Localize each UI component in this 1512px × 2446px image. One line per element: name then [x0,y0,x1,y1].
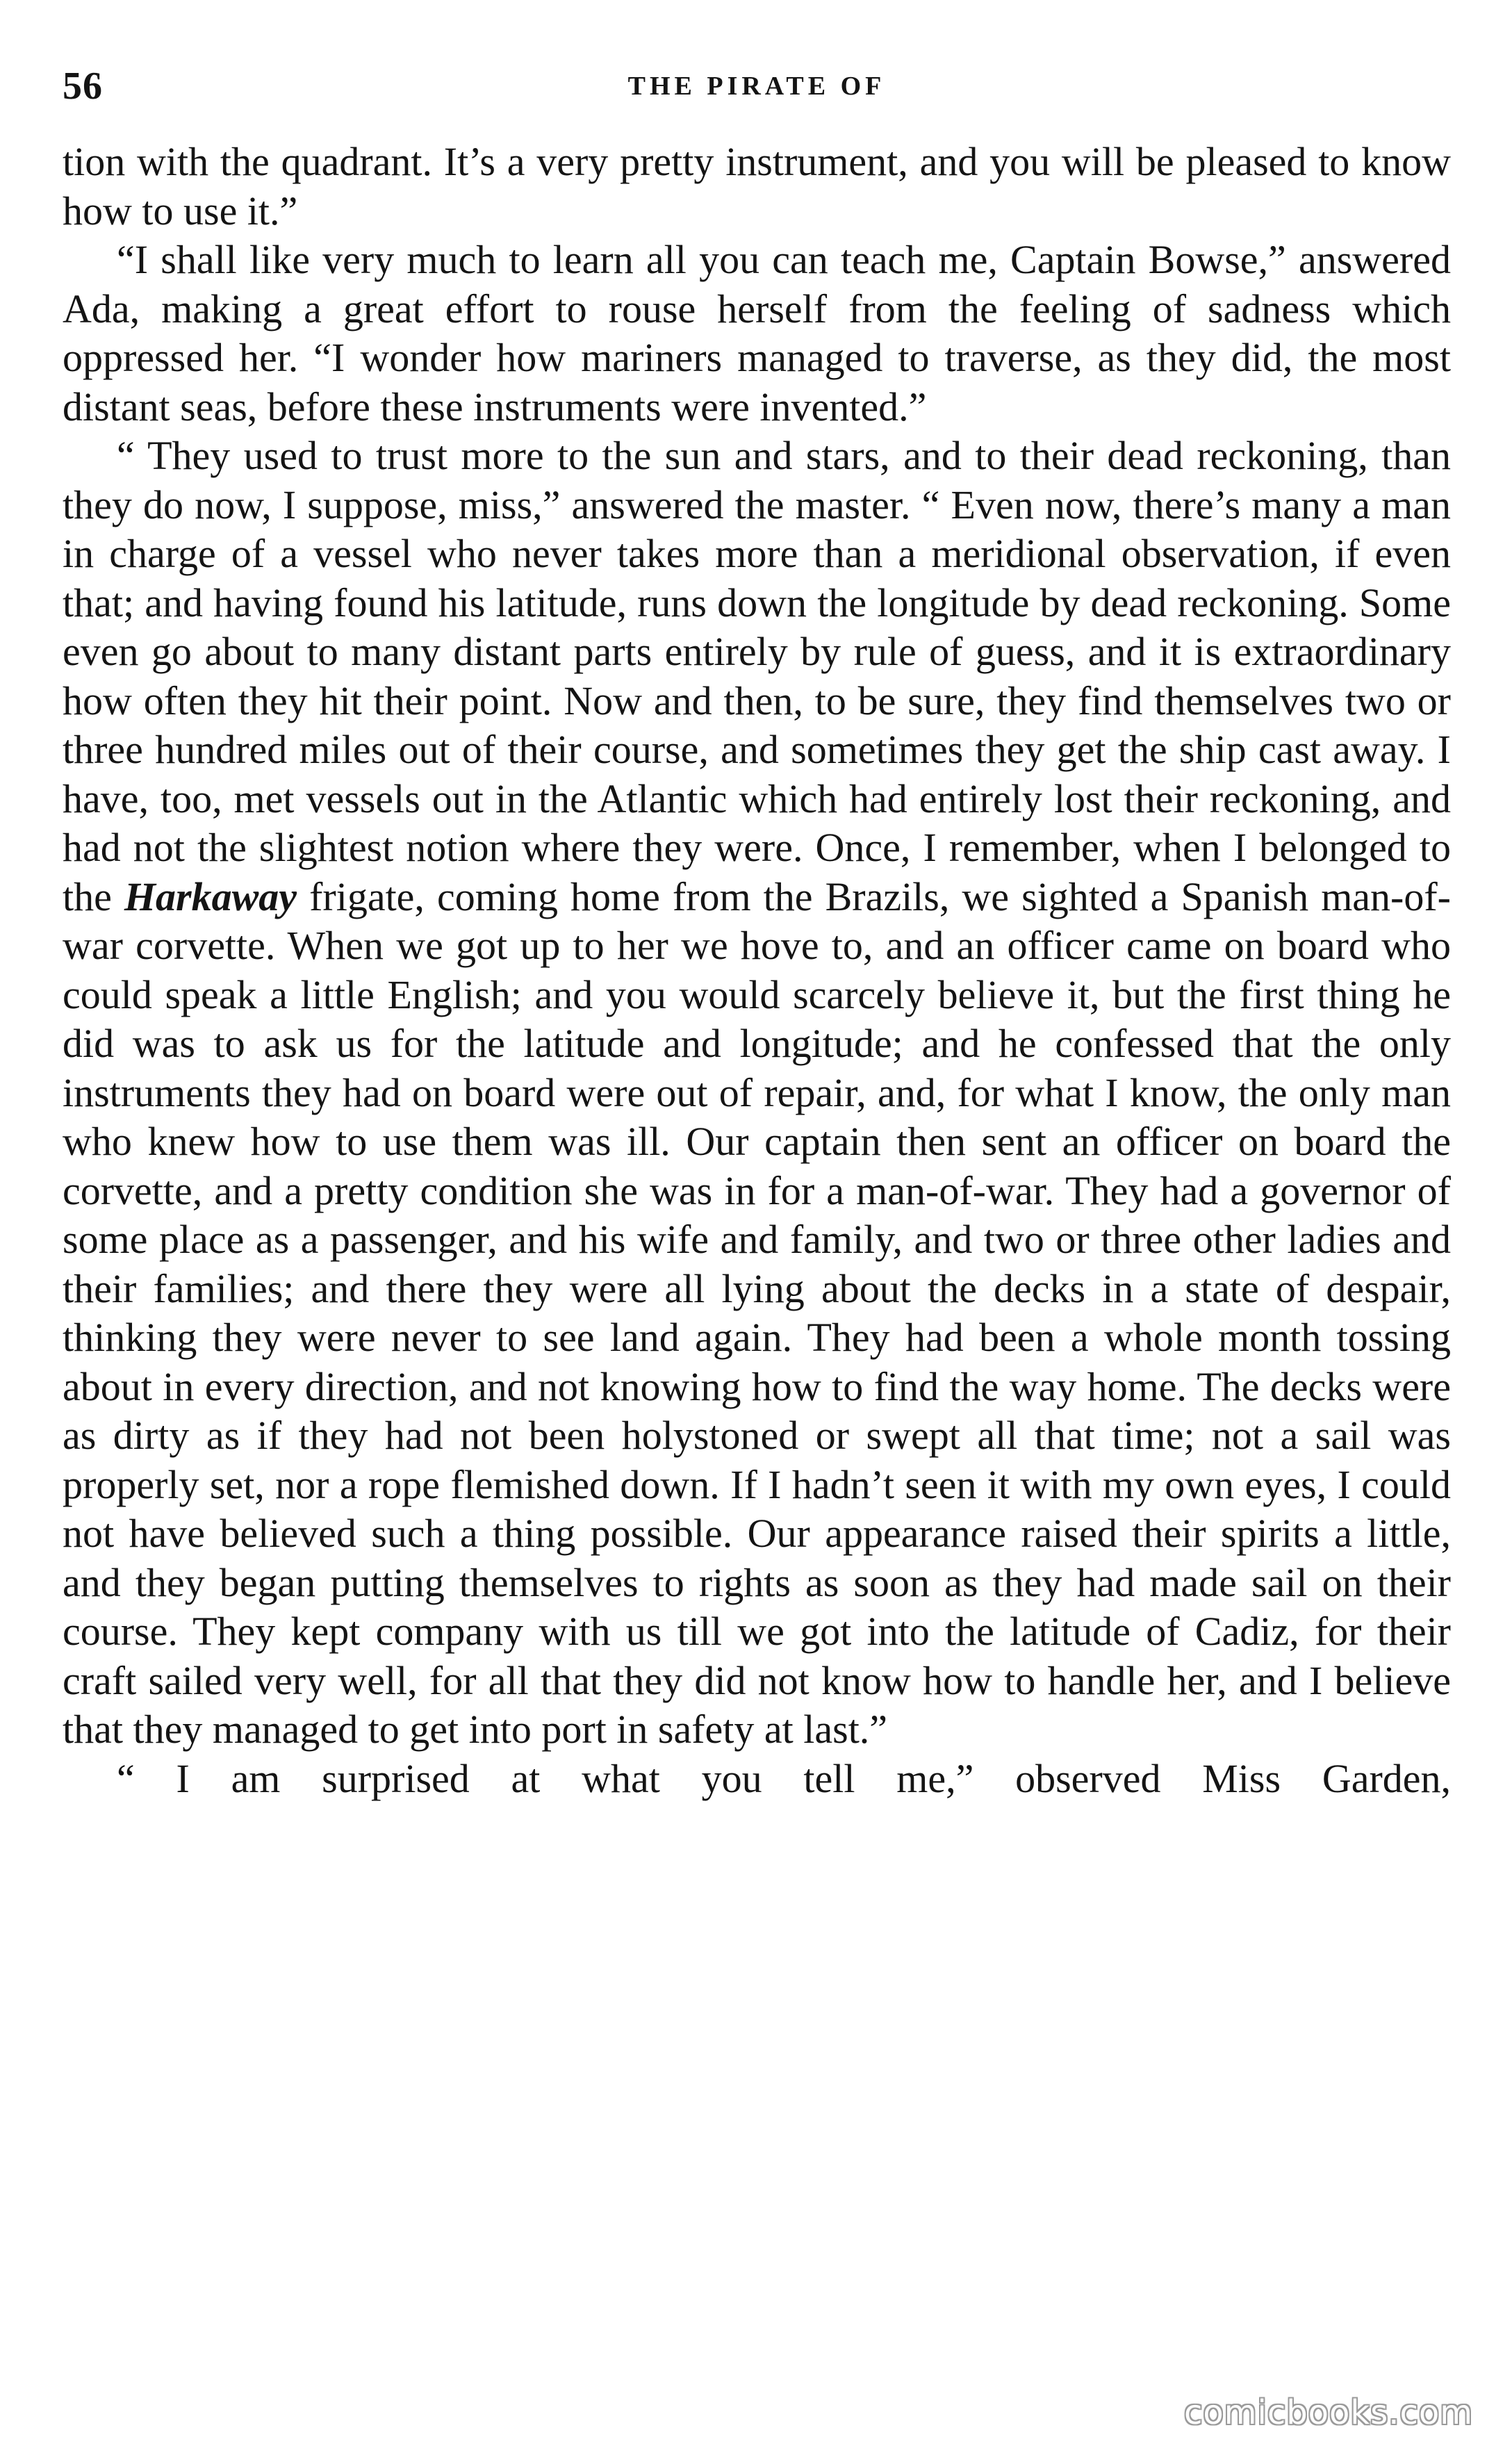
book-page [63,64,1451,2413]
paragraph-4: “ I am surprised at what you tell me,” observed Miss Garden, [117,1755,1451,1801]
paragraph-1: tion with the quadrant. It’s a very pretty instrument, and you will be pleased to know how to use it.” [63,139,1451,233]
paragraph-3 [63,432,1451,1755]
paragraph-2: “I shall like very much to learn all you can teach me, Captain Bowse,” answered Ada, making a great effort to rouse herself from the feeling of sadness which oppressed her. “I wonder how mariners managed to traverse, as they did, the most distant seas, before these instruments were invented.” [63,237,1451,429]
page-number: 56 [63,65,103,108]
page-header [63,64,1451,140]
watermark: comicbooks.com [1183,2393,1473,2432]
running-head: THE PIRATE OF [627,72,886,101]
paragraph-3-after: frigate, coming home from the Brazils, we sighted a Spanish man-of-war corvette. When we got up to her we hove to, and an officer came on board who could speak a little English; and you would scarcely believe it, but the first thing he did was to ask us for the latitude and longitude; and he confessed that the only instruments they had on board were out of repair, and, for what I know, the only man who knew how to use them was ill. Our captain then sent an officer on board the corvette, and a pretty condition she was in for a man-of-war. They had a governor of some place as a passenger, and his wife and family, and two or three other ladies and their families; and there they were all lying about the decks in a state of despair, thinking they were never to see land again. They had been a whole month tossing about in every direction, and not knowing how to find the way home. The decks were as dirty as if they had not been holystoned or swept all that time; not a sail was properly set, nor a rope flemished down. If I hadn’t seen it with my own eyes, I could not have believed such a thing possible. Our appearance raised their spirits a little, and they began putting themselves to rights as soon as they had made sail on their course. They kept company with us till we got into the latitude of Cadiz, for their craft sailed very well, for all that they did not know how to handle her, and I believe that they managed to get into port in safety at last.” [63,873,1451,1752]
ship-name: Harkaway [124,873,297,919]
body-text [63,138,1451,1803]
paragraph-3-before: “ They used to trust more to the sun and stars, and to their dead reckoning, than they do now, I suppose, miss,” answered the master. “ Even now, there’s many a man in charge of a vessel who never takes more than a meridional observation, if even that; and having found his latitude, runs down the longitude by dead reckoning. Some even go about to many distant parts entirely by rule of guess, and it is extraordinary how often they hit their point. Now and then, to be sure, they find themselves two or three hundred miles out of their course, and sometimes they get the ship cast away. I have, too, met vessels out in the Atlantic which had entirely lost their reckoning, and had not the slightest notion where they were. Once, I remember, when I belonged to the [63,433,1451,919]
